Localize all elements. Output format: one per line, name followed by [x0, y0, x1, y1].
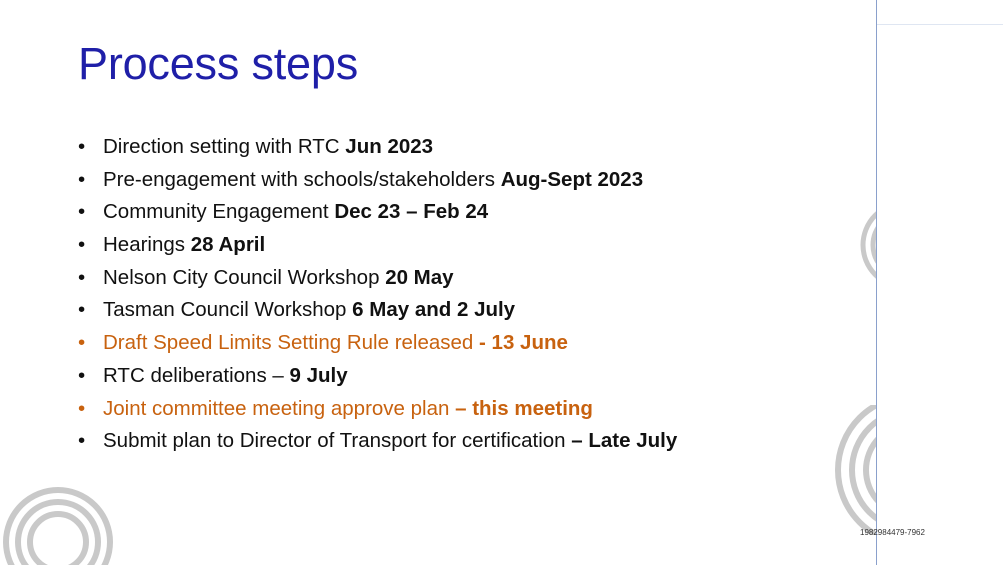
step-description: RTC deliberations –: [103, 363, 290, 387]
process-step-item: [78, 229, 677, 262]
rings-decoration-right-lower: [832, 405, 878, 535]
bullet-icon: •: [78, 396, 86, 420]
process-step-item: [78, 327, 677, 360]
process-step-item: [78, 425, 677, 458]
step-date: Aug-Sept 2023: [500, 167, 644, 191]
step-date: – Late July: [571, 429, 678, 453]
bullet-icon: •: [78, 298, 86, 322]
document-reference: 1982984479-7962: [860, 528, 925, 537]
process-step-item: [78, 164, 677, 197]
step-description: Joint committee meeting approve plan: [103, 396, 456, 420]
process-step-item: [78, 294, 677, 327]
step-description: Submit plan to Director of Transport for certification: [103, 429, 572, 453]
process-step-item: [78, 196, 677, 229]
bullet-icon: •: [78, 429, 86, 453]
bullet-icon: •: [78, 265, 86, 289]
step-description: Hearings: [103, 233, 191, 257]
bullet-icon: •: [78, 363, 86, 387]
step-date: - 13 June: [479, 331, 568, 355]
process-step-item: [78, 262, 677, 295]
step-date: 20 May: [385, 265, 454, 289]
step-description: Community Engagement: [103, 200, 335, 224]
process-step-item: [78, 131, 677, 164]
panel-divider: [877, 24, 1003, 25]
step-date: 9 July: [289, 363, 348, 387]
bullet-icon: •: [78, 233, 86, 257]
step-date: Dec 23 – Feb 24: [334, 200, 489, 224]
step-description: Nelson City Council Workshop: [103, 265, 386, 289]
step-description: Pre-engagement with schools/stakeholders: [103, 167, 501, 191]
step-date: 28 April: [190, 233, 266, 257]
step-date: – this meeting: [455, 396, 593, 420]
process-step-item: [78, 360, 677, 393]
process-step-list: [78, 131, 677, 458]
rings-decoration-bottom-left: [0, 470, 130, 565]
bullet-icon: •: [78, 135, 86, 158]
bullet-icon: •: [78, 331, 86, 355]
step-description: Draft Speed Limits Setting Rule released: [103, 331, 480, 355]
step-description: Direction setting with RTC: [103, 135, 346, 158]
step-date: 6 May and 2 July: [352, 298, 516, 322]
page-title: Process steps: [78, 38, 359, 89]
process-step-item: [78, 393, 677, 426]
step-description: Tasman Council Workshop: [103, 298, 353, 322]
bullet-icon: •: [78, 167, 86, 191]
right-side-panel: [876, 0, 1003, 565]
bullet-icon: •: [78, 200, 86, 224]
step-date: Jun 2023: [345, 135, 434, 158]
